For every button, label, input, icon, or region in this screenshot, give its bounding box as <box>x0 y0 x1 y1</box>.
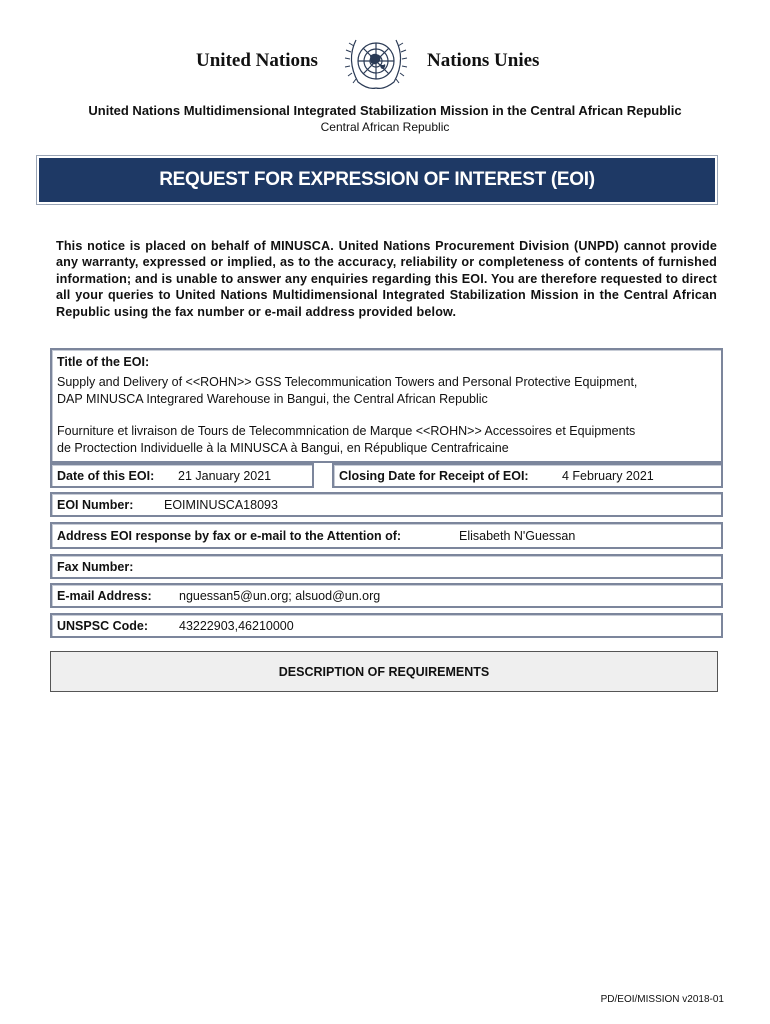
eoi-date-value: 21 January 2021 <box>178 469 272 483</box>
email-box <box>50 583 723 608</box>
email-value[interactable]: nguessan5@un.org; alsuod@un.org <box>179 589 381 603</box>
mission-name: United Nations Multidimensional Integrated Stabilization Mission in the Central African Republic <box>88 103 682 118</box>
eoi-banner <box>36 155 718 205</box>
country-name: Central African Republic <box>320 120 450 134</box>
eoi-number-box <box>50 492 723 517</box>
eoi-title-fr-line2: de Proctection Individuelle à la MINUSCA à Bangui, en République Centrafricaine <box>57 441 509 455</box>
attention-value: Elisabeth N'Guessan <box>459 529 576 543</box>
eoi-banner-title: REQUEST FOR EXPRESSION OF INTEREST (EOI) <box>39 158 715 202</box>
closing-date-label: Closing Date for Receipt of EOI: <box>339 469 529 483</box>
org-name-english: United Nations <box>196 50 318 71</box>
unspsc-label: UNSPSC Code: <box>57 619 148 633</box>
eoi-date-box <box>50 463 314 488</box>
eoi-title-box <box>50 348 723 463</box>
org-name-french: Nations Unies <box>427 50 540 71</box>
footer-form-code: PD/EOI/MISSION v2018-01 <box>600 994 724 1005</box>
eoi-number-value: EOIMINUSCA18093 <box>164 498 278 512</box>
eoi-title-label: Title of the EOI: <box>57 355 150 369</box>
unspsc-box <box>50 613 723 638</box>
closing-date-value: 4 February 2021 <box>562 469 654 483</box>
attention-box <box>50 522 723 549</box>
email-label: E-mail Address: <box>57 589 152 603</box>
eoi-title-en-line2: DAP MINUSCA Integrared Warehouse in Bangui, the Central African Republic <box>57 392 488 406</box>
eoi-number-label: EOI Number: <box>57 498 134 512</box>
fax-box <box>50 554 723 579</box>
eoi-date-label: Date of this EOI: <box>57 469 155 483</box>
closing-date-box <box>332 463 723 488</box>
requirements-heading: DESCRIPTION OF REQUIREMENTS <box>50 651 718 692</box>
eoi-title-en-line1: Supply and Delivery of <<ROHN>> GSS Telecommunication Towers and Personal Protective Equipment, <box>57 375 638 389</box>
attention-label: Address EOI response by fax or e-mail to the Attention of: <box>57 529 402 543</box>
un-emblem-icon <box>340 30 412 92</box>
fax-label: Fax Number: <box>57 560 134 574</box>
eoi-title-fr-line1: Fourniture et livraison de Tours de Telecommnication de Marque <<ROHN>> Accessoires et Equipments <box>57 424 636 438</box>
notice-paragraph: This notice is placed on behalf of MINUSCA. United Nations Procurement Division (UNPD) cannot provide any warranty, expressed or implied, as to the accuracy, reliability or completeness of contents of furnished information; and is unable to answer any enquiries regarding this EOI. You are therefore requested to direct all your queries to United Nations Multidimensional Integrated Stabilization Mission in the Central African Republic using the fax number or e-mail address provided below. <box>56 239 717 319</box>
unspsc-value: 43222903,46210000 <box>179 619 294 633</box>
